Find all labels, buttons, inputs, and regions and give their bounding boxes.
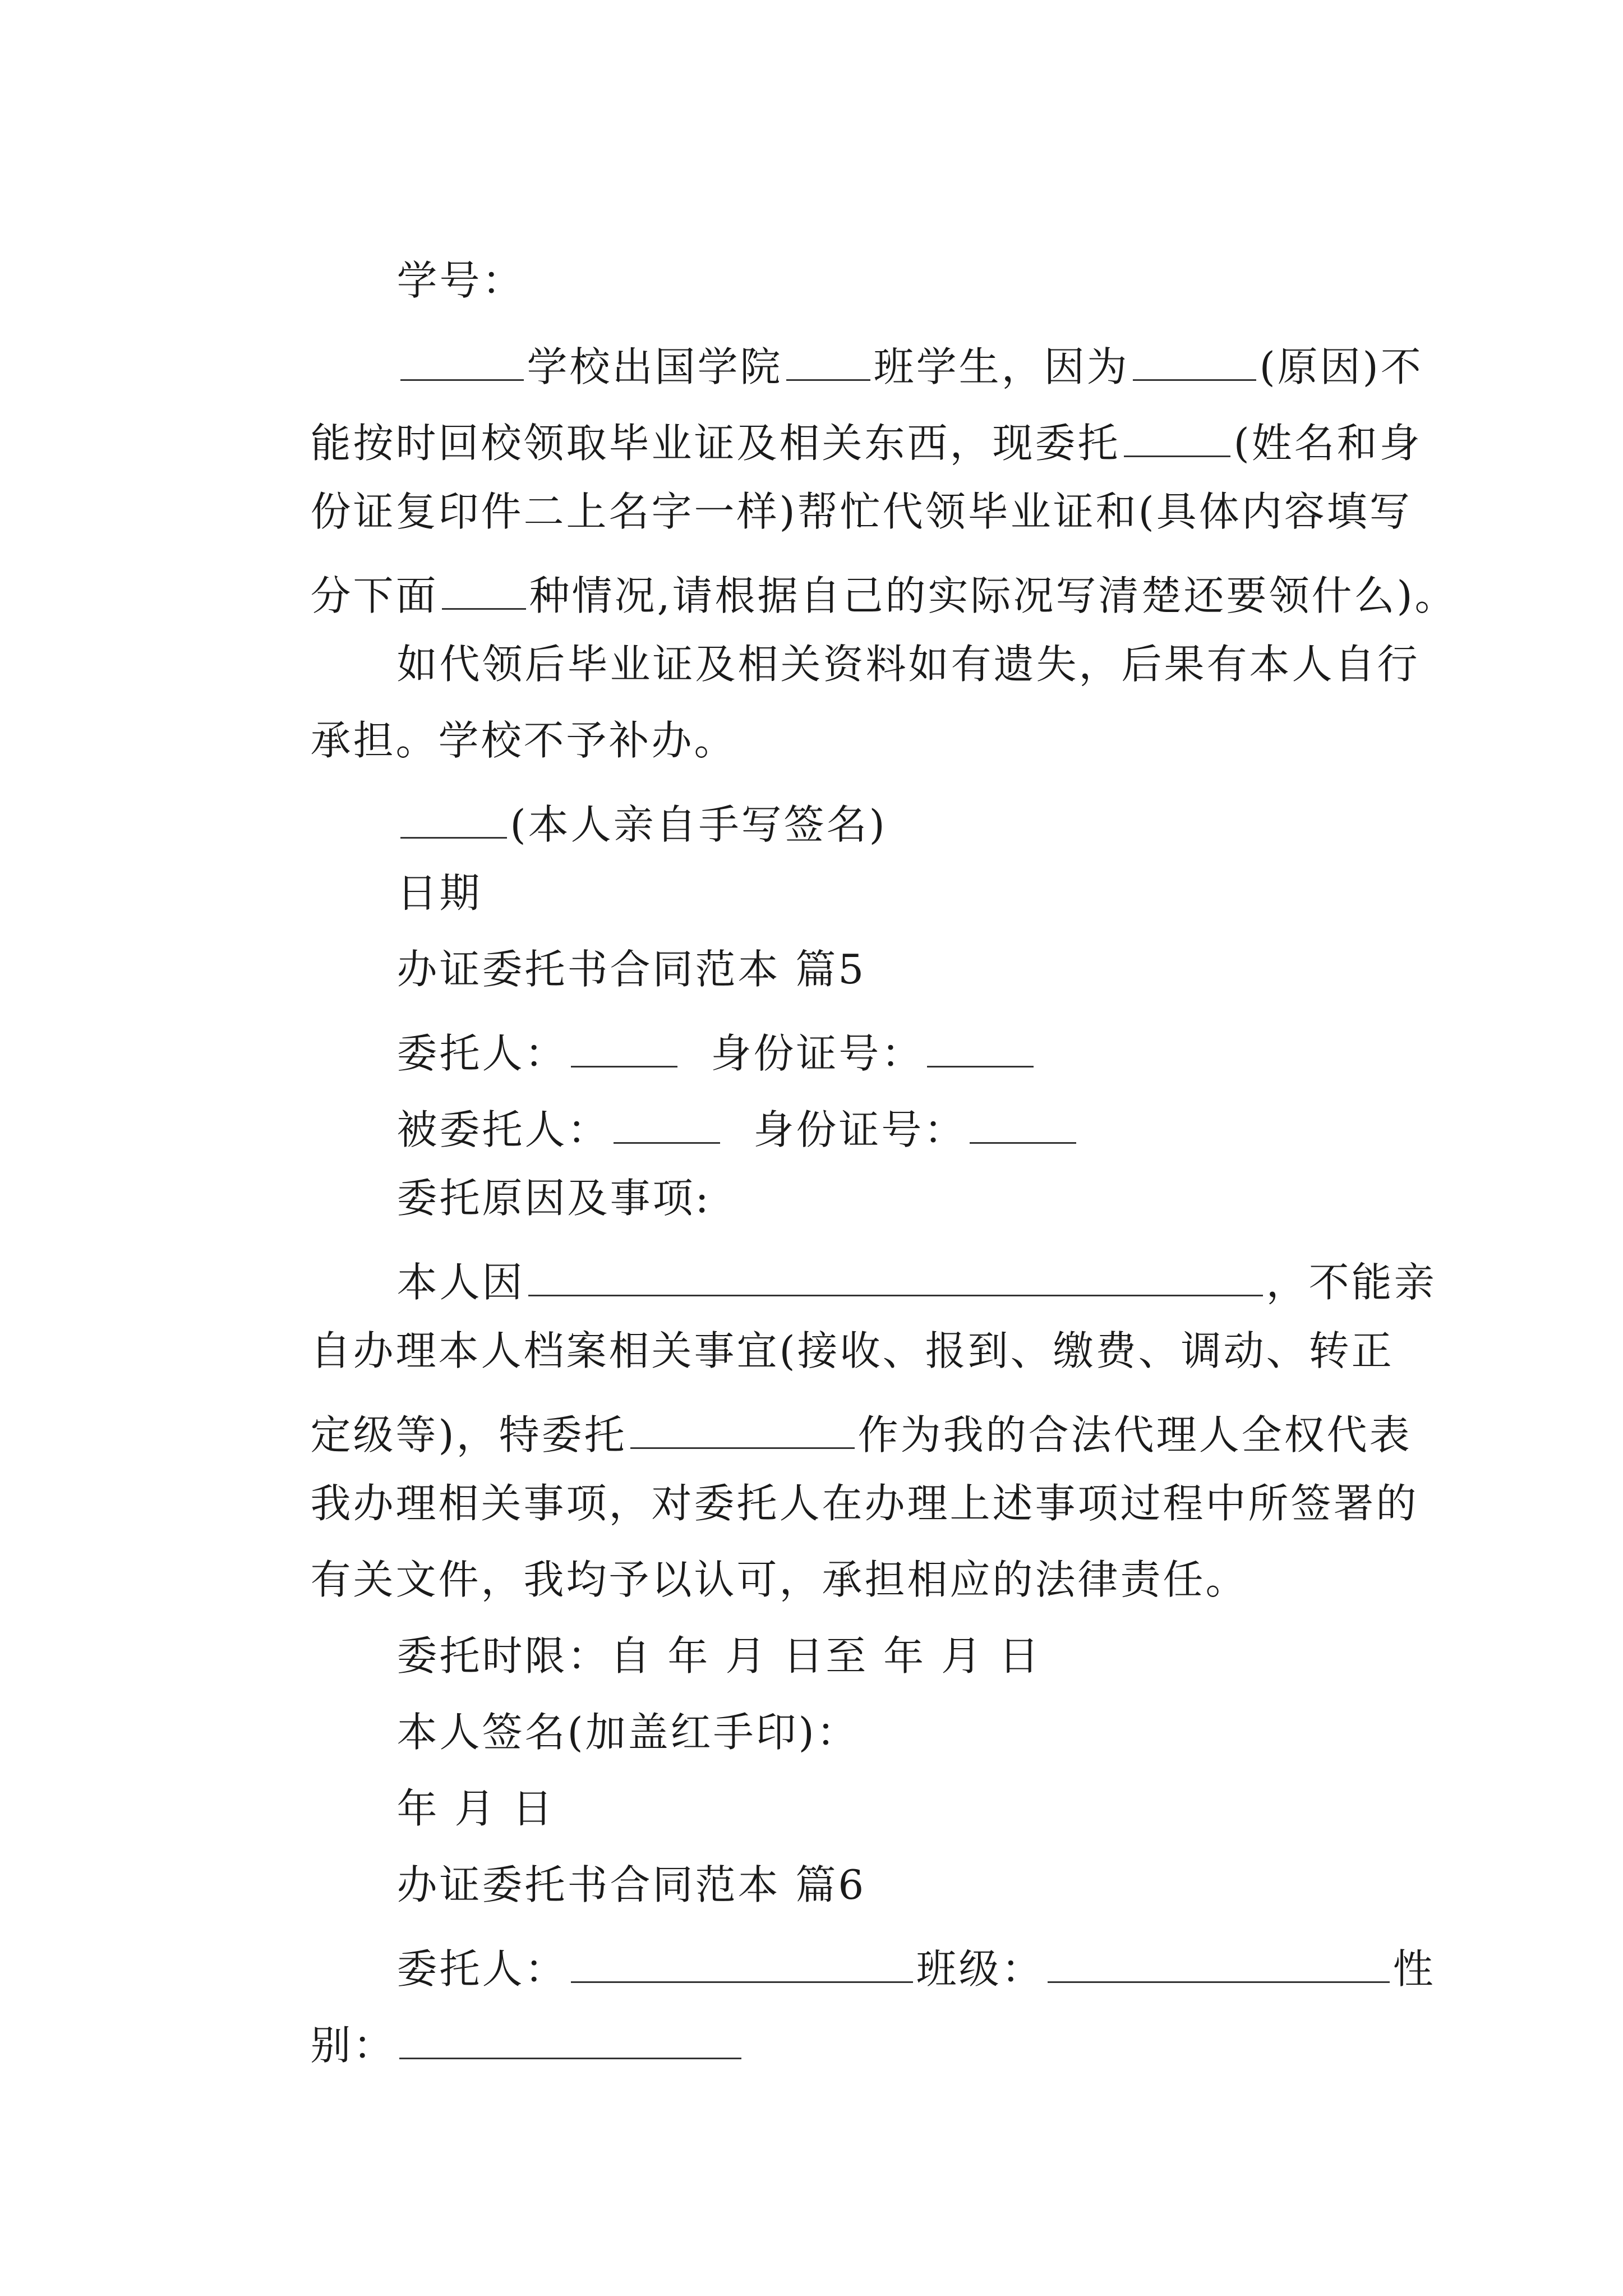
student-id-label: 学号： [396, 257, 525, 304]
section-heading-5: 办证委托书合同范本 篇5 [396, 946, 866, 993]
form-line: 委托人： 班级： 性 [336, 1901, 1436, 2030]
fill-blank [1048, 1941, 1390, 1983]
date-line: 日期 [396, 869, 482, 917]
date-line: 年 月 日 [396, 1785, 555, 1832]
agent-line: 被委托人： 身份证号： [336, 1061, 1080, 1190]
signature-line: (本人亲自手写签名) [336, 756, 887, 885]
principal-line: 委托人： 身份证号： [336, 985, 1037, 1114]
form-line: 别： [250, 1977, 745, 2106]
paragraph-line: 定级等)，特委托 作为我的合法代理人全权代表 [250, 1366, 1412, 1496]
paragraph-line: 有关文件，我均予以认可，承担相应的法律责任。 [310, 1556, 1248, 1603]
reason-heading: 委托原因及事项: [396, 1175, 711, 1222]
fill-blank [970, 1102, 1076, 1144]
paragraph-line: 自办理本人档案相关事宜(接收、报到、缴费、调动、转正 [310, 1327, 1394, 1374]
paragraph-line: 份证复印件二上名字一样)帮忙代领毕业证和(具体内容填写 [310, 488, 1412, 535]
paragraph-line: 如代领后毕业证及相关资料如有遗失，后果有本人自行 [396, 641, 1420, 688]
fill-blank [399, 2017, 741, 2059]
paragraph-line: 我办理相关事项，对委托人在办理上述事项过程中所签署的 [310, 1480, 1419, 1527]
paragraph-line: 本人因 ，不能亲 [336, 1214, 1437, 1343]
section-heading-6: 办证委托书合同范本 篇6 [396, 1861, 866, 1908]
paragraph-line: 分下面 种情况,请根据自己的实际况写清楚还要领什么)。 [250, 527, 1458, 656]
signature-line: 本人签名(加盖红手印)： [396, 1709, 859, 1756]
term-line: 委托时限：自 年 月 日至 年 月 日 [396, 1632, 1041, 1680]
paragraph-line: 能按时回校领取毕业证及相关东西，现委托 (姓名和身 [250, 375, 1422, 504]
paragraph-line: 学校出国学院 班学生，因为 (原因)不 [336, 298, 1423, 427]
paragraph-line: 承担。学校不予补办。 [310, 717, 737, 764]
